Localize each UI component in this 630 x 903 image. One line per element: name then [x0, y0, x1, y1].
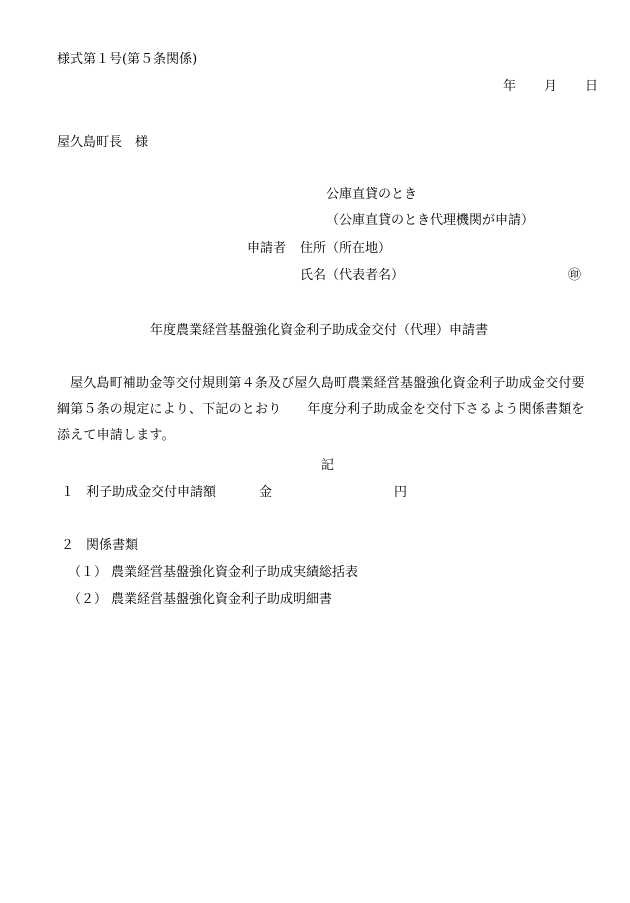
doc2-number: （２）: [68, 592, 108, 607]
form-number: 様式第１号(第５条関係): [57, 52, 198, 67]
month-label: 月: [544, 79, 558, 94]
body-line-2a: 綱第５条の規定により、下記のとおり: [57, 402, 282, 417]
item1-label: 利子助成金交付申請額: [86, 485, 217, 500]
doc1-name: 農業経営基盤強化資金利子助成実績総括表: [111, 565, 359, 580]
doc1-number: （１）: [68, 565, 108, 580]
body-paragraph: [57, 371, 602, 449]
item1-number: １: [61, 485, 75, 500]
addressee: 屋久島町長 様: [57, 135, 149, 150]
lender-name: 公庫直貸のとき: [326, 187, 418, 202]
body-line-2b: 年度分利子助成金を交付下さるよう関係書類を: [307, 402, 585, 417]
seal-mark: ㊞: [568, 268, 582, 283]
doc2-name: 農業経営基盤強化資金利子助成明細書: [111, 592, 333, 607]
item1-unit: 円: [394, 485, 408, 500]
document-title: 年度農業経営基盤強化資金利子助成金交付（代理）申請書: [150, 323, 489, 338]
item2-number: ２: [61, 538, 75, 553]
body-line-1: 屋久島町補助金等交付規則第４条及び屋久島町農業経営基盤強化資金利子助成金交付要: [70, 376, 585, 391]
address-label: 住所（所在地）: [300, 241, 392, 256]
body-line-2: [57, 397, 602, 423]
day-label: 日: [585, 79, 599, 94]
name-label: 氏名（代表者名）: [300, 268, 405, 283]
year-label: 年: [503, 79, 517, 94]
ki-mark: 記: [321, 458, 335, 473]
item1-amount-prefix: 金: [259, 485, 273, 500]
body-line-3: 添えて申請します。: [57, 428, 175, 443]
lender-agent: （公庫直貸のとき代理機関が申請）: [326, 213, 535, 228]
item2-label: 関係書類: [86, 538, 139, 553]
date-line: [503, 79, 598, 95]
applicant-label: 申請者: [247, 241, 287, 256]
